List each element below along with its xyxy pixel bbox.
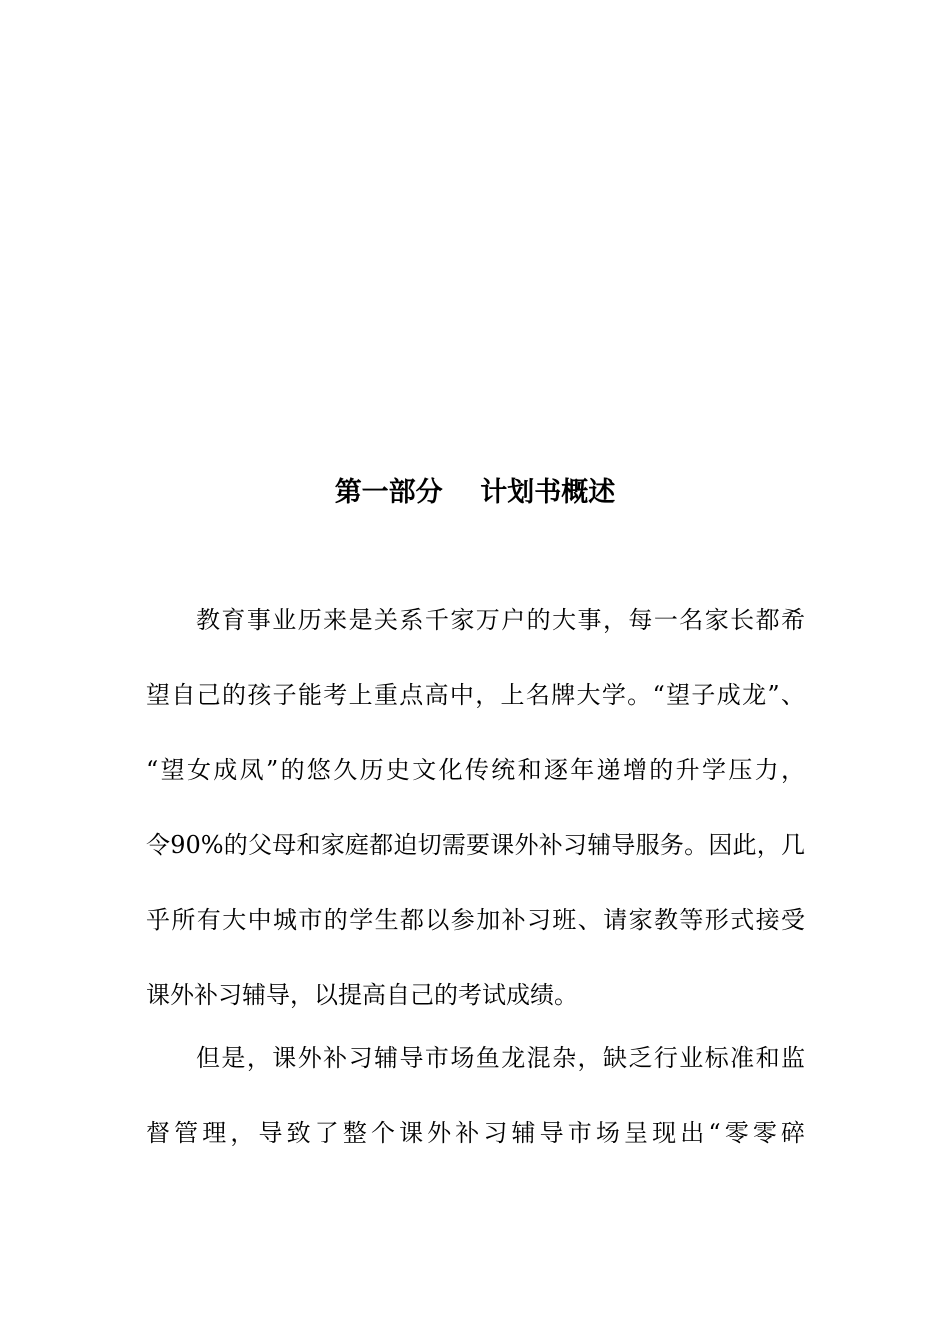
text-line: 但是，课外补习辅导市场鱼龙混杂，缺乏行业标准和监 (196, 1044, 805, 1072)
text-line: 令90%的父母和家庭都迫切需要课外补习辅导服务。因此，几 (146, 831, 805, 859)
text-line: 督管理，导致了整个课外补习辅导市场呈现出“零零碎 (146, 1119, 805, 1147)
text-line: 课外补习辅导，以提高自己的考试成绩。 (146, 981, 578, 1009)
text-line: 望自己的孩子能考上重点高中，上名牌大学。“望子成龙”、 (146, 681, 805, 709)
text-line: “望女成凤”的悠久历史文化传统和逐年递增的升学压力， (146, 756, 805, 784)
section-title: 第一部分 计划书概述 (334, 477, 616, 508)
text-line: 教育事业历来是关系千家万户的大事，每一名家长都希 (196, 606, 805, 634)
text-line: 乎所有大中城市的学生都以参加补习班、请家教等形式接受 (146, 906, 805, 934)
